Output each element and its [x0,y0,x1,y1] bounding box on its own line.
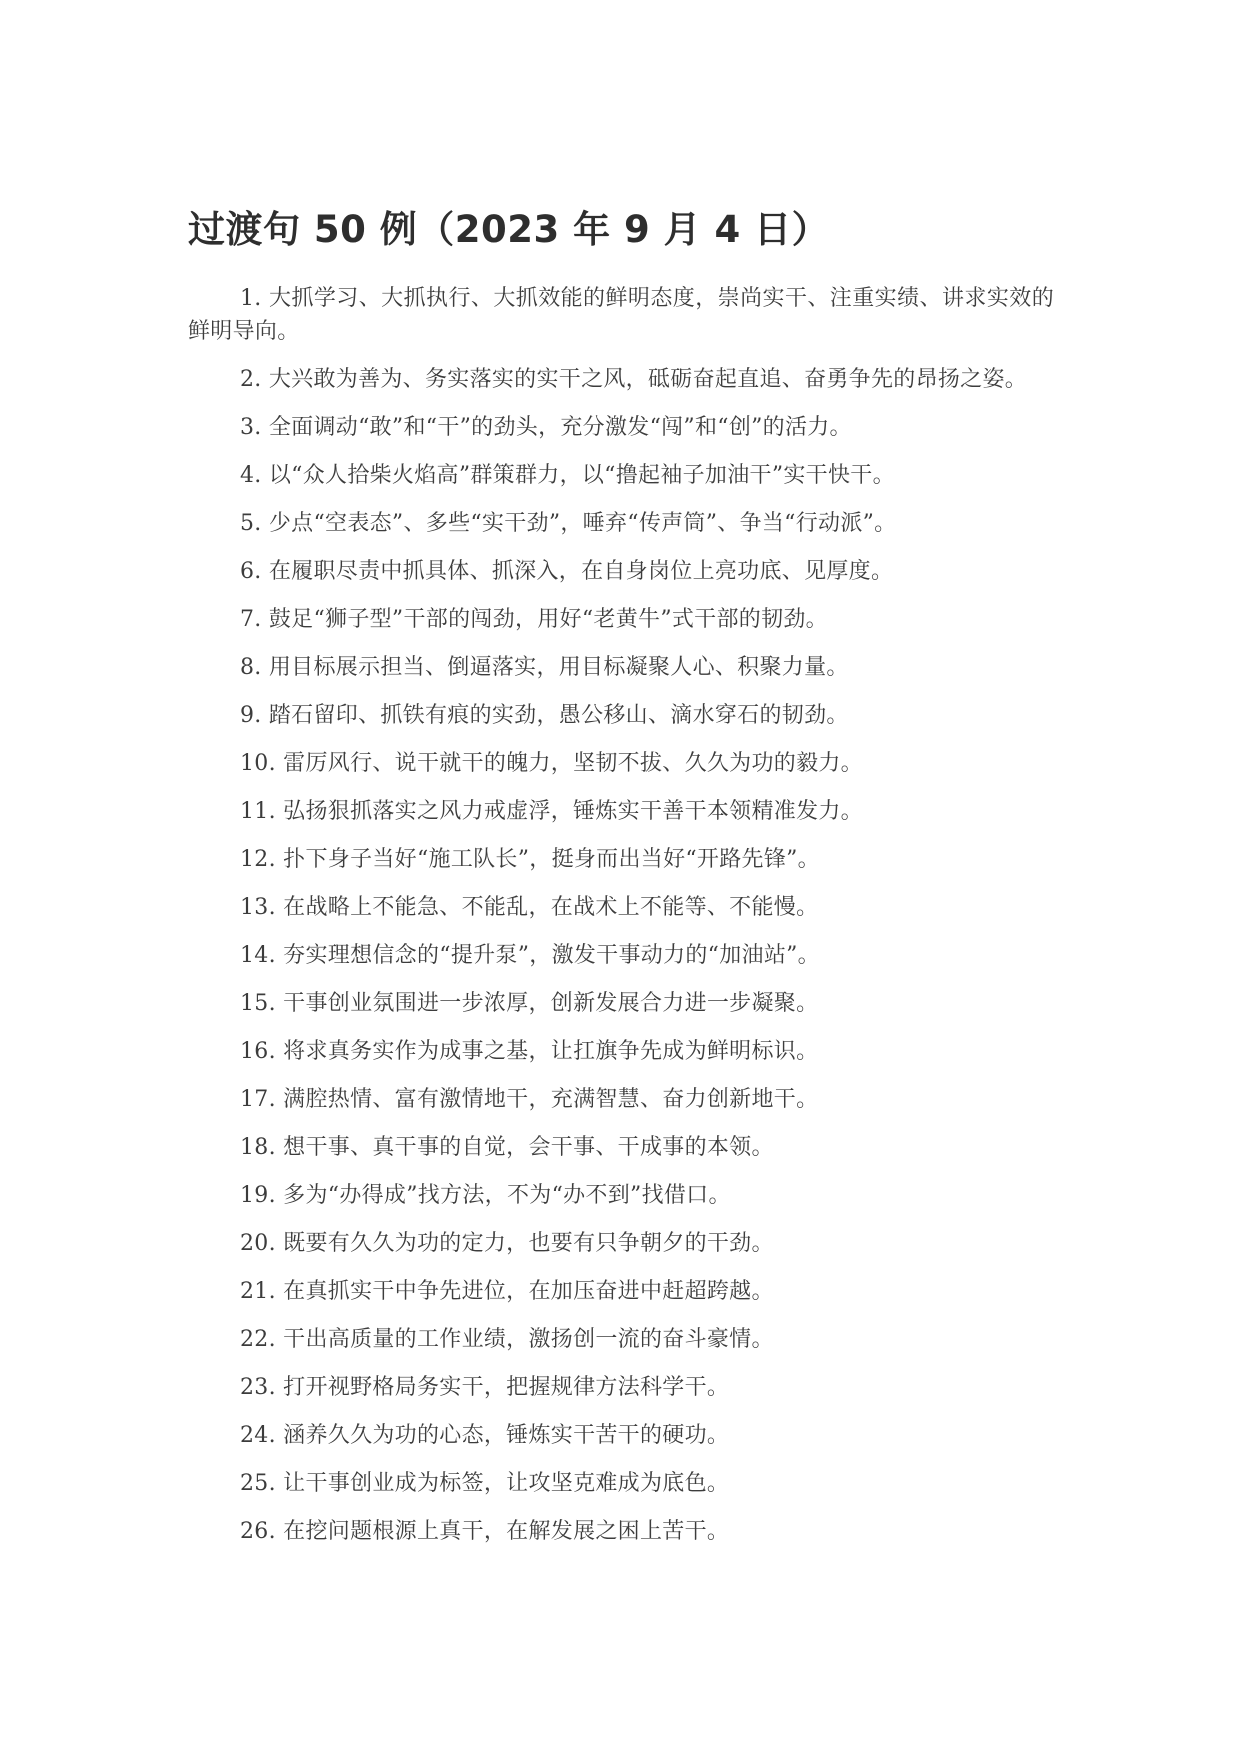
list-item: 10. 雷厉风行、说干就干的魄力，坚韧不拔、久久为功的毅力。 [240,751,863,776]
document-body [188,200,1054,1563]
list-item: 3. 全面调动“敢”和“干”的劲头，充分激发“闯”和“创”的活力。 [240,415,852,440]
list-item: 19. 多为“办得成”找方法，不为“办不到”找借口。 [240,1183,731,1208]
list-item: 18. 想干事、真干事的自觉，会干事、干成事的本领。 [240,1135,774,1160]
list-item: 14. 夯实理想信念的“提升泵”，激发干事动力的“加油站”。 [240,943,820,968]
list-item: 17. 满腔热情、富有激情地干，充满智慧、奋力创新地干。 [240,1087,819,1112]
list-item: 7. 鼓足“狮子型”干部的闯劲，用好“老黄牛”式干部的韧劲。 [240,607,828,632]
list-item: 15. 干事创业氛围进一步浓厚，创新发展合力进一步凝聚。 [240,991,819,1016]
list-item: 9. 踏石留印、抓铁有痕的实劲，愚公移山、滴水穿石的韧劲。 [240,703,849,728]
list-item: 2. 大兴敢为善为、务实落实的实干之风，砥砺奋起直追、奋勇争先的昂扬之姿。 [240,367,1028,392]
document-title: 过渡句 50 例（2023 年 9 月 4 日） [188,208,830,251]
list-item: 22. 干出高质量的工作业绩，激扬创一流的奋斗豪情。 [240,1327,774,1352]
list-item: 21. 在真抓实干中争先进位，在加压奋进中赶超跨越。 [240,1279,774,1304]
sentence-list [188,282,1054,1548]
list-item: 6. 在履职尽责中抓具体、抓深入，在自身岗位上亮功底、见厚度。 [240,559,894,584]
list-item: 11. 弘扬狠抓落实之风力戒虚浮，锤炼实干善干本领精准发力。 [240,799,863,824]
list-item: 25. 让干事创业成为标签，让攻坚克难成为底色。 [240,1471,730,1496]
list-item: 26. 在挖问题根源上真干，在解发展之困上苦干。 [240,1519,730,1544]
list-item: 5. 少点“空表态”、多些“实干劲”，唾弃“传声筒”、争当“行动派”。 [240,511,897,536]
list-item: 12. 扑下身子当好“施工队长”，挺身而出当好“开路先锋”。 [240,847,820,872]
list-item: 24. 涵养久久为功的心态，锤炼实干苦干的硬功。 [240,1423,730,1448]
list-item: 13. 在战略上不能急、不能乱，在战术上不能等、不能慢。 [240,895,819,920]
list-item: 1. 大抓学习、大抓执行、大抓效能的鲜明态度，崇尚实干、注重实绩、讲求实效的鲜明导向。 [188,286,1054,344]
list-item: 23. 打开视野格局务实干，把握规律方法科学干。 [240,1375,730,1400]
list-item: 4. 以“众人拾柴火焰高”群策群力，以“撸起袖子加油干”实干快干。 [240,463,895,488]
list-item: 20. 既要有久久为功的定力，也要有只争朝夕的干劲。 [240,1231,774,1256]
list-item: 8. 用目标展示担当、倒逼落实，用目标凝聚人心、积聚力量。 [240,655,849,680]
list-item: 16. 将求真务实作为成事之基，让扛旗争先成为鲜明标识。 [240,1039,819,1064]
